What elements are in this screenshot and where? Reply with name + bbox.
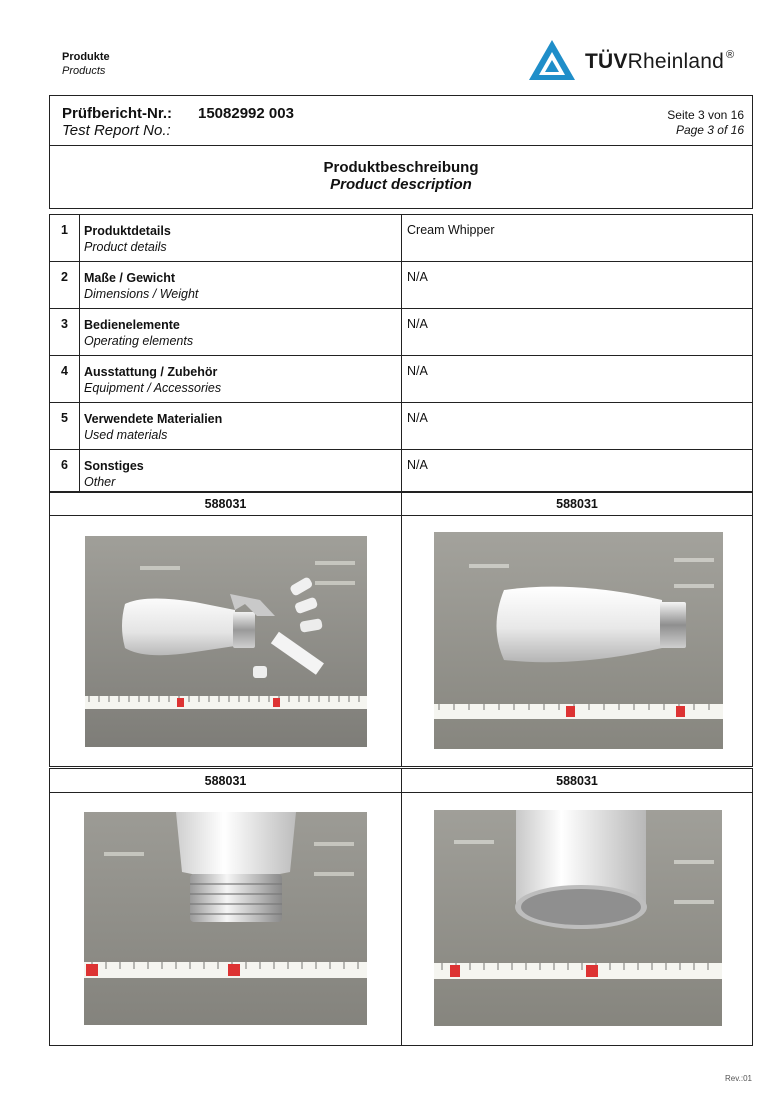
product-details-table xyxy=(49,214,753,493)
detail-value: Cream Whipper xyxy=(401,215,752,261)
photo-caption: 588031 xyxy=(401,769,752,792)
photo-caption: 588031 xyxy=(401,492,752,515)
table-row: 5 Verwendete Materialien Used materials N/A xyxy=(50,403,752,450)
report-number-label: Prüfbericht-Nr.: Test Report No.: xyxy=(62,105,173,139)
photo-caption: 588031 xyxy=(204,774,247,788)
tuv-triangle-icon xyxy=(527,38,577,82)
report-number: 15082992 003 xyxy=(198,105,294,122)
photo-caption: 588031 xyxy=(204,497,247,511)
photo-table-1 xyxy=(49,491,753,767)
product-photo xyxy=(84,812,367,1025)
page-title: Produktbeschreibung Product description xyxy=(323,159,479,193)
report-number-row xyxy=(50,96,752,146)
logo-wordmark: TÜVRheinland ® xyxy=(585,49,735,73)
detail-value: N/A xyxy=(401,403,752,449)
table-row: 6 Sonstiges Other N/A xyxy=(50,450,752,493)
table-row: 4 Ausstattung / Zubehör Equipment / Accessories N/A xyxy=(50,356,752,403)
photo-table-2 xyxy=(49,768,753,1046)
product-photo xyxy=(434,810,722,1026)
detail-value: N/A xyxy=(401,309,752,355)
detail-value: N/A xyxy=(401,450,752,492)
page-indicator: Seite 3 von 16 Page 3 of 16 xyxy=(667,108,744,137)
product-photo xyxy=(434,532,723,749)
table-row: 2 Maße / Gewicht Dimensions / Weight N/A xyxy=(50,262,752,309)
product-photo xyxy=(85,536,367,747)
section-label-en: Products xyxy=(62,65,106,77)
revision-label: Rev.:01 xyxy=(725,1074,752,1083)
table-row: 1 Produktdetails Product details Cream Whipper xyxy=(50,215,752,262)
detail-value: N/A xyxy=(401,356,752,402)
detail-value: N/A xyxy=(401,262,752,308)
table-row: 3 Bedienelemente Operating elements N/A xyxy=(50,309,752,356)
report-header-box xyxy=(49,95,753,209)
section-label xyxy=(62,50,110,78)
tuv-logo xyxy=(527,38,757,82)
section-label-de: Produkte xyxy=(62,51,110,63)
